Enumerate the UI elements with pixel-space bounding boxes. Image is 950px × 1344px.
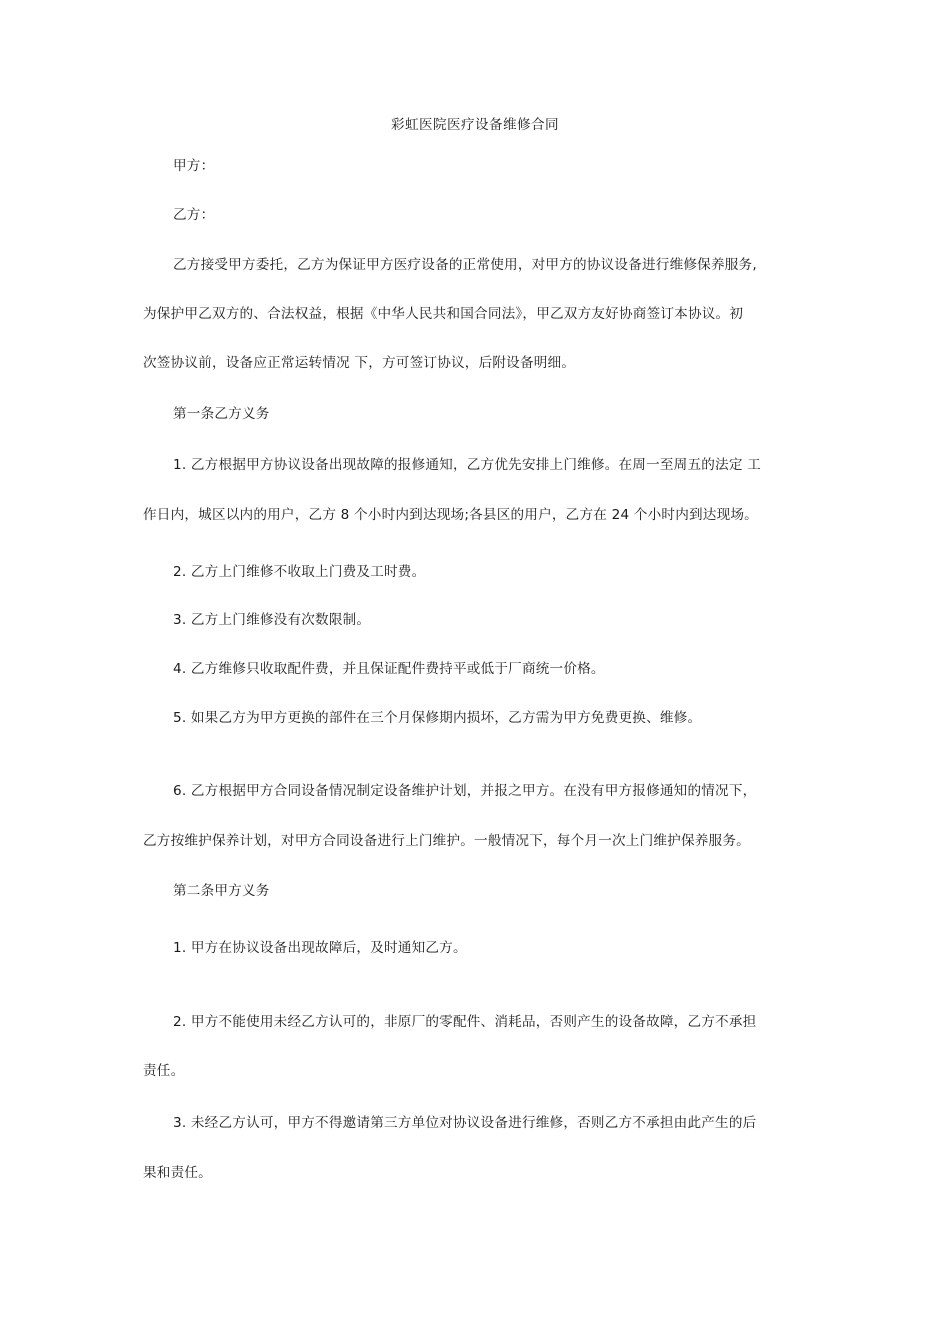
article-1-item-1-cont: 作日内，城区以内的用户，乙方 8 个小时内到达现场;各县区的用户，乙方在 24 个小时内到达现场。 [143, 507, 758, 523]
article-2-item-2: 2. 甲方不能使用未经乙方认可的，非原厂的零配件、消耗品，否则产生的设备故障，乙方不承担 [173, 1014, 757, 1030]
article-2-item-2-cont: 责任。 [143, 1063, 185, 1079]
party-b-label: 乙方： [173, 207, 215, 223]
intro-line: 为保护甲乙双方的、合法权益，根据《中华人民共和国合同法》，甲乙双方友好协商签订本协议。初 [143, 306, 744, 322]
article-2-item-1: 1. 甲方在协议设备出现故障后，及时通知乙方。 [173, 940, 467, 956]
article-1-item-1: 1. 乙方根据甲方协议设备出现故障的报修通知，乙方优先安排上门维修。在周一至周五的法定 工 [173, 457, 761, 473]
article-1-heading: 第一条乙方义务 [173, 406, 270, 422]
article-1-item-4: 4. 乙方维修只收取配件费，并且保证配件费持平或低于厂商统一价格。 [173, 661, 605, 677]
article-1-item-6-cont: 乙方按维护保养计划，对甲方合同设备进行上门维护。一般情况下，每个月一次上门维护保养服务。 [143, 833, 750, 849]
article-2-item-3-cont: 果和责任。 [143, 1165, 212, 1181]
article-1-item-2: 2. 乙方上门维修不收取上门费及工时费。 [173, 564, 426, 580]
article-2-item-3: 3. 未经乙方认可，甲方不得邀请第三方单位对协议设备进行维修，否则乙方不承担由此产生的后 [173, 1115, 757, 1131]
article-1-item-3: 3. 乙方上门维修没有次数限制。 [173, 612, 371, 628]
party-a-label: 甲方： [173, 158, 215, 174]
intro-line: 乙方接受甲方委托，乙方为保证甲方医疗设备的正常使用，对甲方的协议设备进行维修保养服务, [173, 257, 757, 273]
article-1-item-6: 6. 乙方根据甲方合同设备情况制定设备维护计划，并报之甲方。在没有甲方报修通知的情况下， [173, 783, 757, 799]
article-2-heading: 第二条甲方义务 [173, 883, 270, 899]
intro-line: 次签协议前，设备应正常运转情况 下，方可签订协议，后附设备明细。 [143, 355, 576, 371]
document-title: 彩虹医院医疗设备维修合同 [391, 117, 559, 133]
article-1-item-5: 5. 如果乙方为甲方更换的部件在三个月保修期内损坏，乙方需为甲方免费更换、维修。 [173, 710, 702, 726]
